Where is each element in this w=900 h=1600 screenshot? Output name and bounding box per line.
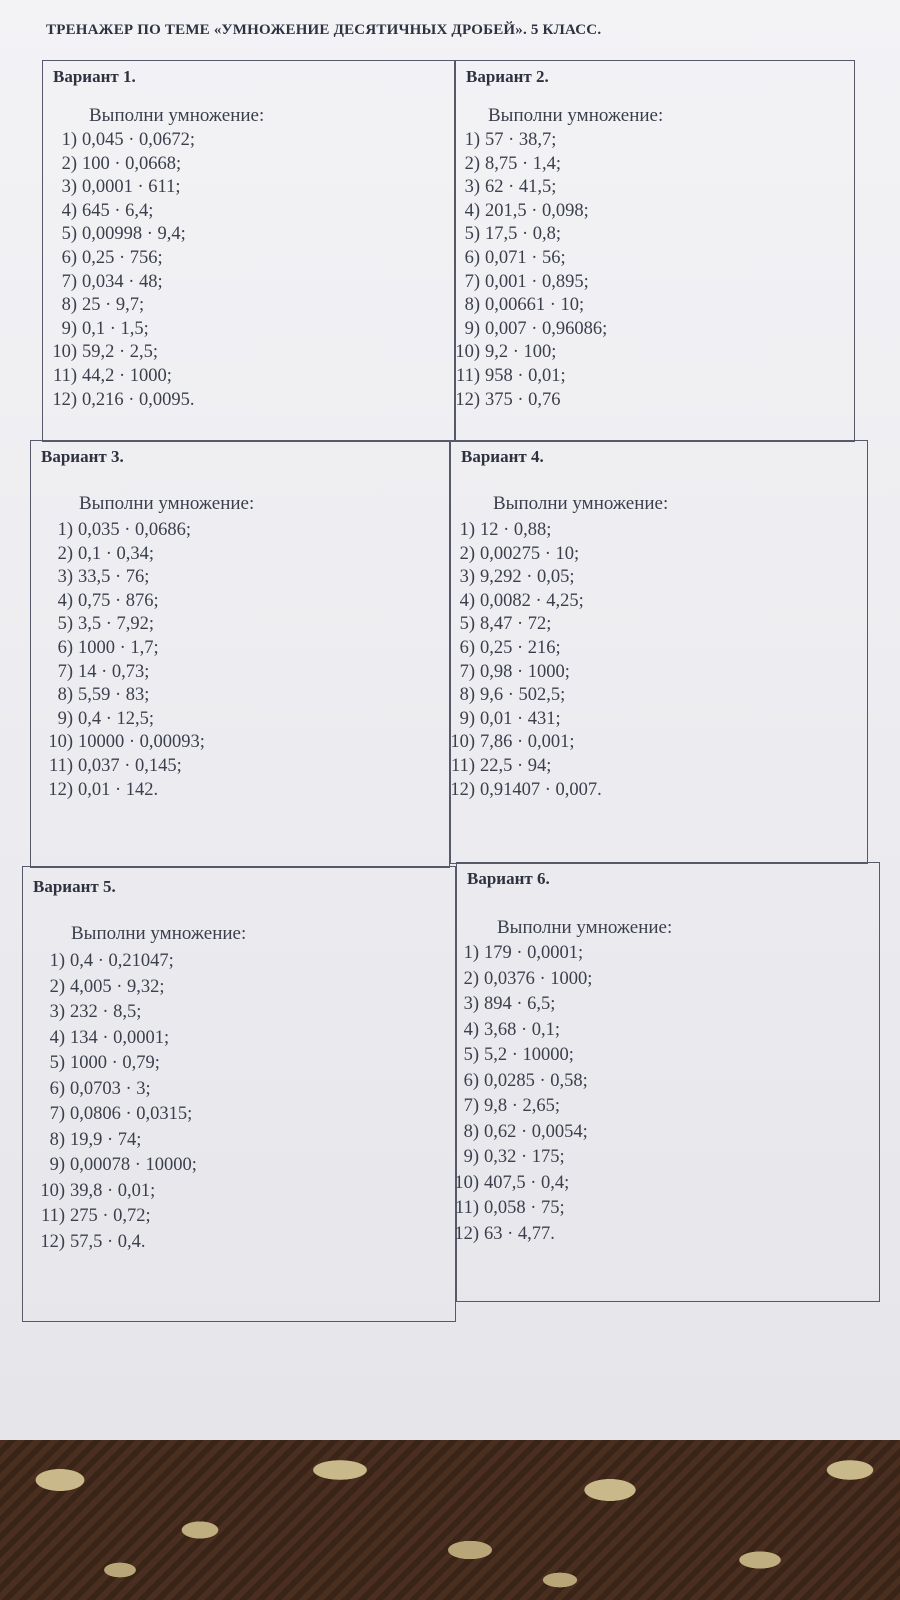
exercise-expression: 0,00661 · 10; (485, 295, 585, 316)
exercise-expression: 0,035 · 0,0686; (78, 520, 192, 540)
exercise-expression: 0,216 · 0,0095. (82, 389, 195, 410)
exercise-number: 2) (459, 543, 475, 564)
exercise-number: 10) (48, 732, 73, 753)
exercise-item (441, 519, 602, 543)
exercise-number: 5) (61, 224, 77, 245)
exercise-item (441, 755, 602, 779)
exercise-item (445, 1018, 592, 1044)
variant-heading: Вариант 4. (461, 447, 544, 466)
exercise-number: 8) (49, 1129, 65, 1150)
exercise-item (39, 731, 205, 755)
exercise-item (39, 779, 205, 803)
exercise-number: 4) (57, 590, 73, 611)
exercise-expression: 7,86 · 0,001; (480, 732, 575, 753)
exercise-number: 12) (48, 779, 73, 800)
tablecloth-background (0, 1440, 900, 1600)
exercise-expression: 0,0001 · 611; (82, 177, 181, 198)
exercise-item (445, 967, 592, 993)
exercise-item (445, 1094, 592, 1120)
variant-2-cell (455, 60, 855, 442)
exercise-item (31, 1026, 197, 1052)
variant-4-cell (450, 440, 868, 864)
exercise-expression: 9,292 · 0,05; (480, 567, 575, 588)
exercise-number: 3) (464, 177, 480, 198)
exercise-item (43, 129, 195, 153)
exercise-item (39, 519, 205, 543)
exercise-number: 3) (459, 567, 475, 588)
exercise-expression: 62 · 41,5; (485, 177, 557, 198)
exercise-item (31, 1051, 197, 1077)
exercise-item (441, 590, 602, 614)
exercise-number: 12) (40, 1231, 65, 1252)
exercise-item (31, 1179, 197, 1205)
exercise-number: 11) (41, 1206, 65, 1226)
variant-3-cell (30, 440, 450, 868)
exercise-number: 6) (61, 247, 77, 268)
exercise-expression: 179 · 0,0001; (484, 943, 584, 963)
exercise-number: 1) (464, 130, 480, 150)
exercise-expression: 0,25 · 216; (480, 637, 561, 658)
exercise-number: 8) (61, 295, 77, 316)
exercise-list (43, 129, 195, 412)
exercise-expression: 100 · 0,0668; (82, 153, 182, 174)
exercise-number: 7) (464, 271, 480, 292)
exercise-number: 5) (463, 1045, 479, 1065)
exercise-item (43, 153, 195, 177)
exercise-expression: 134 · 0,0001; (70, 1027, 170, 1048)
exercise-number: 9) (459, 708, 475, 729)
worksheet-title: ТРЕНАЖЕР ПО ТЕМЕ «УМНОЖЕНИЕ ДЕСЯТИЧНЫХ ДРОБЕЙ». 5 КЛАСС. (46, 22, 602, 38)
exercise-item (31, 949, 197, 975)
exercise-item (43, 271, 195, 295)
exercise-item (445, 1145, 592, 1171)
exercise-item (31, 1204, 197, 1230)
exercise-number: 1) (57, 520, 73, 540)
exercise-item (445, 1069, 592, 1095)
exercise-item (445, 1222, 592, 1248)
exercise-item (446, 223, 607, 247)
exercise-item (446, 365, 607, 389)
exercise-expression: 0,62 · 0,0054; (484, 1121, 588, 1142)
exercise-item (445, 1171, 592, 1197)
exercise-expression: 9,8 · 2,65; (484, 1096, 561, 1116)
exercise-item (39, 543, 205, 567)
exercise-expression: 1000 · 1,7; (78, 637, 159, 658)
exercise-expression: 0,034 · 48; (82, 271, 163, 292)
exercise-number: 11) (49, 755, 73, 776)
exercise-item (43, 247, 195, 271)
exercise-item (441, 684, 602, 708)
exercise-list (445, 941, 592, 1247)
exercise-expression: 17,5 · 0,8; (485, 224, 562, 245)
exercise-expression: 0,037 · 0,145; (78, 755, 182, 776)
exercise-expression: 0,4 · 0,21047; (70, 951, 174, 971)
exercise-number: 9) (463, 1147, 479, 1167)
exercise-item (39, 708, 205, 732)
exercise-item (31, 1128, 197, 1154)
exercise-item (445, 941, 592, 967)
exercise-item (446, 294, 607, 318)
exercise-expression: 0,1 · 0,34; (78, 543, 155, 564)
exercise-expression: 0,0806 · 0,0315; (70, 1104, 193, 1124)
exercise-item (31, 1230, 197, 1256)
exercise-item (43, 200, 195, 224)
exercise-expression: 5,2 · 10000; (484, 1045, 574, 1065)
exercise-expression: 4,005 · 9,32; (70, 976, 165, 997)
variant-instruction: Выполни умножение: (493, 493, 669, 514)
exercise-number: 12) (52, 389, 77, 410)
exercise-number: 7) (57, 661, 73, 682)
exercise-number: 1) (61, 130, 77, 150)
exercise-item (441, 661, 602, 685)
exercise-item (446, 153, 607, 177)
exercise-expression: 0,0376 · 1000; (484, 968, 593, 989)
exercise-number: 6) (57, 637, 73, 658)
exercise-item (39, 566, 205, 590)
exercise-expression: 0,045 · 0,0672; (82, 130, 196, 150)
exercise-number: 8) (459, 685, 475, 706)
exercise-expression: 9,6 · 502,5; (480, 685, 566, 706)
variant-instruction: Выполни умножение: (79, 493, 255, 514)
exercise-number: 7) (459, 661, 475, 682)
exercise-expression: 0,91407 · 0,007. (480, 779, 602, 800)
exercise-number: 4) (459, 590, 475, 611)
exercise-expression: 57,5 · 0,4. (70, 1231, 146, 1252)
exercise-item (446, 247, 607, 271)
exercise-item (39, 661, 205, 685)
variant-instruction: Выполни умножение: (488, 105, 664, 126)
exercise-expression: 3,5 · 7,92; (78, 614, 155, 635)
exercise-item (441, 708, 602, 732)
exercise-expression: 0,00078 · 10000; (70, 1155, 197, 1175)
exercise-expression: 0,4 · 12,5; (78, 708, 155, 729)
exercise-item (446, 200, 607, 224)
exercise-item (446, 129, 607, 153)
exercise-item (445, 1196, 592, 1222)
exercise-number: 3) (463, 994, 479, 1014)
exercise-item (39, 590, 205, 614)
exercise-number: 3) (61, 177, 77, 198)
exercise-item (43, 223, 195, 247)
exercise-number: 10) (40, 1180, 65, 1201)
exercise-item (441, 613, 602, 637)
exercise-expression: 57 · 38,7; (485, 130, 557, 150)
exercise-expression: 9,2 · 100; (485, 342, 557, 363)
exercise-expression: 0,0082 · 4,25; (480, 590, 584, 611)
exercise-item (441, 543, 602, 567)
exercise-expression: 63 · 4,77. (484, 1223, 555, 1244)
variant-5-cell (22, 866, 456, 1322)
exercise-number: 2) (464, 153, 480, 174)
exercise-expression: 0,98 · 1000; (480, 661, 570, 682)
exercise-list (39, 519, 205, 802)
exercise-expression: 0,1 · 1,5; (82, 318, 149, 339)
exercise-expression: 8,47 · 72; (480, 614, 552, 635)
exercise-item (39, 684, 205, 708)
exercise-expression: 0,25 · 756; (82, 247, 163, 268)
exercise-item (441, 731, 602, 755)
exercise-expression: 19,9 · 74; (70, 1129, 142, 1150)
exercise-number: 9) (49, 1155, 65, 1175)
exercise-item (39, 613, 205, 637)
exercise-expression: 0,001 · 0,895; (485, 271, 589, 292)
exercise-item (446, 389, 607, 413)
variant-1-cell (42, 60, 455, 442)
exercise-expression: 232 · 8,5; (70, 1002, 142, 1022)
variant-instruction: Выполни умножение: (497, 917, 673, 938)
exercise-number: 7) (61, 271, 77, 292)
exercise-expression: 0,058 · 75; (484, 1198, 565, 1218)
exercise-item (441, 637, 602, 661)
variant-instruction: Выполни умножение: (89, 105, 265, 126)
variant-heading: Вариант 5. (33, 877, 116, 896)
exercise-number: 8) (463, 1121, 479, 1142)
exercise-number: 9) (61, 318, 77, 339)
exercise-expression: 0,00998 · 9,4; (82, 224, 186, 245)
exercise-number: 12) (454, 1223, 479, 1244)
exercise-number: 1) (49, 951, 65, 971)
exercise-expression: 3,68 · 0,1; (484, 1019, 561, 1040)
exercise-number: 8) (57, 685, 73, 706)
variant-heading: Вариант 1. (53, 67, 136, 86)
exercise-number: 12) (455, 389, 480, 410)
exercise-number: 2) (57, 543, 73, 564)
exercise-number: 1) (463, 943, 479, 963)
variant-instruction: Выполни умножение: (71, 923, 247, 944)
exercise-item (43, 389, 195, 413)
exercise-expression: 0,00275 · 10; (480, 543, 580, 564)
exercise-expression: 1000 · 0,79; (70, 1053, 160, 1073)
exercise-list (446, 129, 607, 412)
exercise-expression: 33,5 · 76; (78, 567, 150, 588)
exercise-expression: 39,8 · 0,01; (70, 1180, 156, 1201)
exercise-expression: 14 · 0,73; (78, 661, 150, 682)
variant-heading: Вариант 2. (466, 67, 549, 86)
exercise-item (31, 1000, 197, 1026)
exercise-number: 6) (463, 1070, 479, 1091)
exercise-number: 11) (455, 1198, 479, 1218)
exercise-item (43, 365, 195, 389)
exercise-expression: 0,32 · 175; (484, 1147, 565, 1167)
exercise-number: 3) (57, 567, 73, 588)
exercise-item (446, 176, 607, 200)
exercise-number: 5) (459, 614, 475, 635)
exercise-expression: 0,0285 · 0,58; (484, 1070, 588, 1091)
exercise-item (43, 294, 195, 318)
exercise-number: 5) (49, 1053, 65, 1073)
exercise-expression: 8,75 · 1,4; (485, 153, 562, 174)
exercise-number: 10) (52, 342, 77, 363)
exercise-number: 1) (459, 520, 475, 540)
exercise-item (446, 318, 607, 342)
exercise-list (31, 949, 197, 1255)
exercise-expression: 22,5 · 94; (480, 755, 552, 776)
exercise-number: 12) (450, 779, 475, 800)
exercise-list (441, 519, 602, 802)
variant-6-cell (456, 862, 880, 1302)
variant-heading: Вариант 6. (467, 869, 550, 888)
exercise-item (441, 566, 602, 590)
exercise-item (445, 992, 592, 1018)
exercise-number: 4) (49, 1027, 65, 1048)
exercise-item (31, 1153, 197, 1179)
exercise-number: 6) (49, 1078, 65, 1099)
exercise-number: 2) (61, 153, 77, 174)
exercise-expression: 0,0703 · 3; (70, 1078, 151, 1099)
exercise-number: 10) (454, 1172, 479, 1193)
exercise-number: 7) (49, 1104, 65, 1124)
exercise-number: 8) (464, 295, 480, 316)
exercise-expression: 0,01 · 431; (480, 708, 561, 729)
exercise-expression: 275 · 0,72; (70, 1206, 151, 1226)
exercise-expression: 0,007 · 0,96086; (485, 318, 608, 339)
exercise-number: 3) (49, 1002, 65, 1022)
exercise-expression: 894 · 6,5; (484, 994, 556, 1014)
exercise-item (31, 1102, 197, 1128)
exercise-expression: 407,5 · 0,4; (484, 1172, 570, 1193)
exercise-expression: 0,75 · 876; (78, 590, 159, 611)
exercise-item (31, 975, 197, 1001)
exercise-number: 9) (57, 708, 73, 729)
exercise-number: 2) (49, 976, 65, 997)
exercise-item (31, 1077, 197, 1103)
exercise-expression: 5,59 · 83; (78, 685, 150, 706)
exercise-item (445, 1043, 592, 1069)
exercise-number: 11) (451, 755, 475, 776)
exercise-expression: 12 · 0,88; (480, 520, 552, 540)
exercise-number: 10) (450, 732, 475, 753)
exercise-number: 5) (57, 614, 73, 635)
exercise-item (441, 779, 602, 803)
exercise-item (445, 1120, 592, 1146)
exercise-item (43, 341, 195, 365)
exercise-item (39, 637, 205, 661)
exercise-number: 9) (464, 318, 480, 339)
exercise-number: 5) (464, 224, 480, 245)
exercise-expression: 0,071 · 56; (485, 247, 566, 268)
exercise-expression: 44,2 · 1000; (82, 365, 172, 386)
exercise-number: 6) (464, 247, 480, 268)
exercise-expression: 10000 · 0,00093; (78, 732, 205, 753)
exercise-expression: 0,01 · 142. (78, 779, 159, 800)
exercise-number: 2) (463, 968, 479, 989)
exercise-number: 11) (456, 365, 480, 386)
exercise-expression: 375 · 0,76 (485, 389, 561, 410)
variant-heading: Вариант 3. (41, 447, 124, 466)
exercise-number: 7) (463, 1096, 479, 1116)
exercise-expression: 59,2 · 2,5; (82, 342, 159, 363)
exercise-number: 4) (463, 1019, 479, 1040)
exercise-item (43, 318, 195, 342)
exercise-number: 4) (61, 200, 77, 221)
exercise-item (446, 341, 607, 365)
exercise-item (43, 176, 195, 200)
exercise-number: 10) (455, 342, 480, 363)
exercise-number: 11) (53, 365, 77, 386)
exercise-item (446, 271, 607, 295)
exercise-number: 4) (464, 200, 480, 221)
exercise-expression: 201,5 · 0,098; (485, 200, 589, 221)
exercise-item (39, 755, 205, 779)
exercise-expression: 645 · 6,4; (82, 200, 154, 221)
exercise-expression: 958 · 0,01; (485, 365, 566, 386)
exercise-number: 6) (459, 637, 475, 658)
exercise-expression: 25 · 9,7; (82, 295, 145, 316)
